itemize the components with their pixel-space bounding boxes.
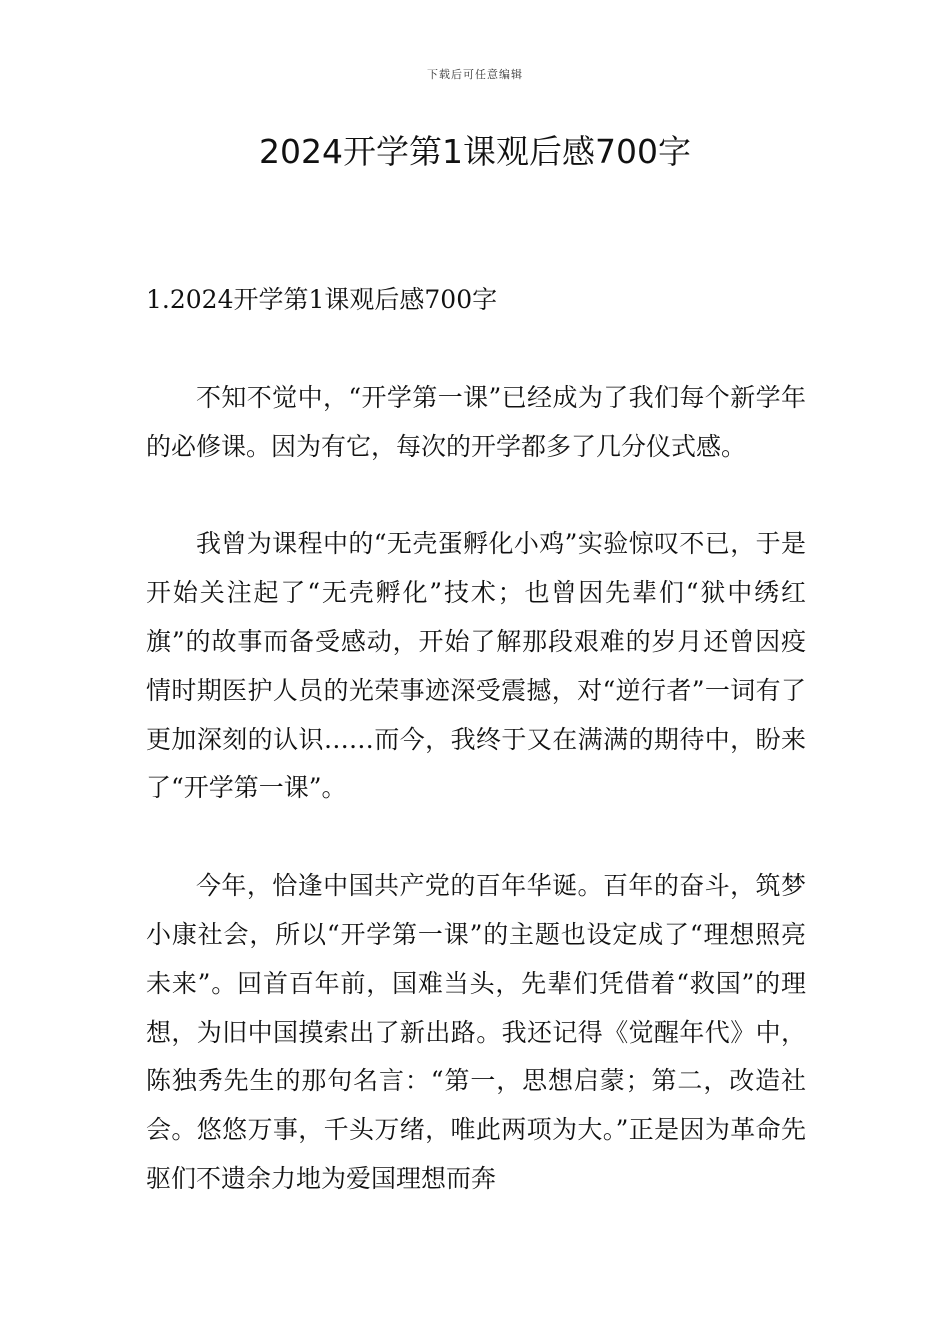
paragraph-1: 不知不觉中，“开学第一课”已经成为了我们每个新学年的必修课。因为有它，每次的开学都多了几分仪式感。 — [146, 382, 806, 461]
section-heading: 1.2024开学第1课观后感700字 — [146, 285, 498, 314]
paragraph-2: 我曾为课程中的“无壳蛋孵化小鸡”实验惊叹不已，于是开始关注起了“无壳孵化”技术；也曾因先辈们“狱中绣红旗”的故事而备受感动，开始了解那段艰难的岁月还曾因疫情时期医护人员的光荣事迹深受震撼，对“逆行者”一词有了更加深刻的认识……而今，我终于又在满满的期待中，盼来了“开学第一课”。 — [146, 529, 806, 803]
header-note: 下载后可任意编辑 — [427, 68, 523, 81]
document-body — [146, 276, 806, 1253]
document-title: 2024开学第1课观后感700字 — [259, 132, 691, 171]
paragraph-3: 今年，恰逢中国共产党的百年华诞。百年的奋斗，筑梦小康社会，所以“开学第一课”的主题也设定成了“理想照亮未来”。回首百年前，国难当头，先辈们凭借着“救国”的理想，为旧中国摸索出了新出路。我还记得《觉醒年代》中，陈独秀先生的那句名言：“第一，思想启蒙；第二，改造社会。悠悠万事，千头万绪，唯此两项为大。”正是因为革命先驱们不遗余力地为爱国理想而奔 — [146, 871, 806, 1193]
